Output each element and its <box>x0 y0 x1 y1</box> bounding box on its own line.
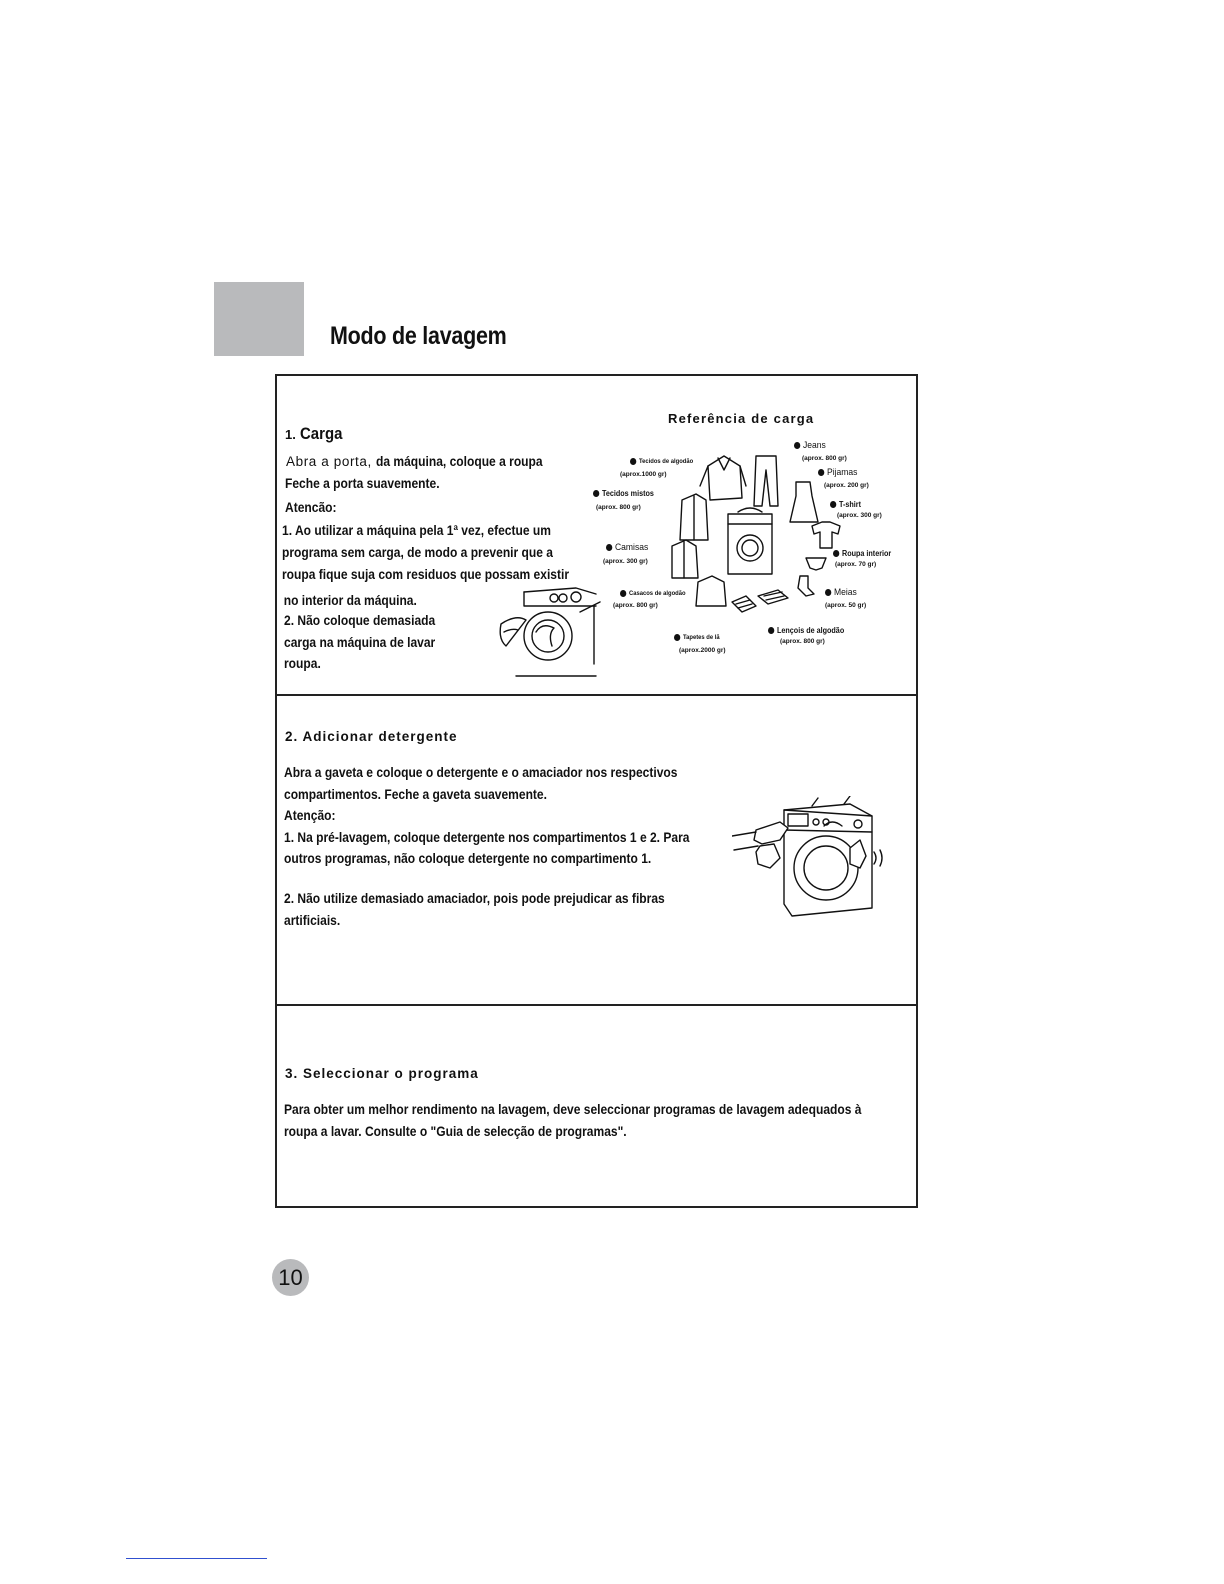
section1-line2: Feche a porta suavemente. <box>285 475 440 491</box>
load-item-lencois <box>768 626 853 645</box>
load-item-pijamas <box>818 467 869 489</box>
jeans-drawing <box>754 456 778 506</box>
page-title: Modo de lavagem <box>330 322 507 350</box>
bullet-icon <box>620 590 626 597</box>
section2-note2-line: artificiais. <box>284 911 341 928</box>
bullet-icon <box>818 469 824 476</box>
load-item-weight: (aprox. 300 gr) <box>837 512 882 519</box>
section3-line: Para obter um melhor rendimento na lavagem, deve seleccionar programas de lavagem adequados à <box>284 1101 862 1117</box>
section1-note1-line: 1. Ao utilizar a máquina pela 1ª vez, efectue um <box>282 522 551 538</box>
load-item-weight: (aprox. 800 gr) <box>613 602 658 610</box>
load-item-tecidos-algodao <box>620 458 700 479</box>
section1-note1-line: roupa fique suja com residuos que possam existir <box>282 566 570 582</box>
load-item-tecidos-mistos <box>593 489 661 511</box>
load-item-meias <box>825 587 866 609</box>
section1-line1-bold: da máquina, coloque a roupa <box>376 453 543 469</box>
bullet-icon <box>830 501 836 508</box>
section3-line: roupa a lavar. Consulte o "Guia de selecção de programas". <box>284 1122 627 1139</box>
load-item-name: Tecidos mistos <box>602 489 654 498</box>
page-number: 10 <box>272 1259 309 1296</box>
section3-title: 3. Seleccionar o programa <box>285 1066 479 1081</box>
tshirt-drawing <box>812 522 840 548</box>
section-divider-2 <box>275 1004 918 1006</box>
section2-title: 2. Adicionar detergente <box>285 729 458 744</box>
load-reference-title: Referência de carga <box>668 411 815 426</box>
load-item-tapetes <box>674 634 726 654</box>
bullet-icon <box>768 627 774 634</box>
section1-note2-line: carga na máquina de lavar <box>284 633 436 650</box>
load-item-name: Casacos de algodão <box>629 590 686 598</box>
detergent-drawer-illustration <box>732 796 888 920</box>
bullet-icon <box>833 550 839 557</box>
bullet-icon <box>825 589 831 596</box>
section2-note2 <box>284 888 665 931</box>
footer-link-underline <box>126 1558 267 1559</box>
load-item-name: Roupa interior <box>842 549 892 558</box>
section3-body <box>284 1099 861 1142</box>
load-item-name: Lençois de algodão <box>777 626 845 635</box>
section1-note2-line: 2. Não coloque demasiada <box>284 612 436 628</box>
section-divider-1 <box>275 694 918 696</box>
washing-machine-door-illustration <box>496 584 602 680</box>
section2-line: Abra a gaveta e coloque o detergente e o amaciador nos respectivos <box>284 764 678 780</box>
load-item-weight: (aprox. 200 gr) <box>824 482 869 489</box>
load-item-weight: (aprox. 800 gr) <box>596 504 641 511</box>
load-item-weight: (aprox. 800 gr) <box>780 638 825 645</box>
load-item-jeans <box>794 440 847 462</box>
section1-number: 1. <box>285 427 296 442</box>
wool-rug-drawing <box>732 596 756 612</box>
section2-line: Atenção: <box>284 807 336 823</box>
section2-line: outros programas, não coloque detergente no compartimento 1. <box>284 850 652 866</box>
load-item-name: Jeans <box>803 440 826 451</box>
bullet-icon <box>630 458 636 465</box>
bullet-icon <box>674 634 680 641</box>
header-gray-tab <box>214 282 304 356</box>
load-item-weight: (aprox. 300 gr) <box>603 558 648 565</box>
load-item-weight: (aprox. 70 gr) <box>835 561 877 568</box>
load-item-name: Camisas <box>615 542 649 553</box>
pyjamas-drawing <box>790 482 818 522</box>
load-item-weight: (aprox. 800 gr) <box>802 455 847 462</box>
bullet-icon <box>593 490 599 497</box>
load-item-name: Tapetes de lã <box>683 634 720 642</box>
load-item-name: Pijamas <box>827 467 858 478</box>
section1-note2-line: roupa. <box>284 655 321 671</box>
load-item-name: Tecidos de algodão <box>639 458 694 466</box>
section1-note2 <box>284 610 435 675</box>
section1-line1 <box>286 451 570 472</box>
section2-line: 1. Na pré-lavagem, coloque detergente nos compartimentos 1 e 2. Para <box>284 828 690 845</box>
cotton-fabric-shirt-drawing <box>700 456 746 500</box>
load-item-weight: (aprox. 50 gr) <box>825 602 867 609</box>
shirt-drawing <box>672 540 698 578</box>
load-item-casacos <box>613 590 693 610</box>
central-washing-machine-drawing <box>728 508 772 574</box>
section1-line1-light: Abra a porta, <box>286 454 372 469</box>
bullet-icon <box>794 442 800 449</box>
cotton-coat-drawing <box>696 576 726 606</box>
section2-line: compartimentos. Feche a gaveta suavemente. <box>284 785 547 802</box>
mixed-fabrics-jacket-drawing <box>680 494 708 540</box>
section2-body <box>284 762 689 870</box>
load-item-name: Meias <box>834 587 857 598</box>
load-item-tshirt <box>830 500 882 519</box>
section1-note1-line: programa sem carga, de modo a prevenir que a <box>282 544 553 560</box>
load-item-weight: (aprox.2000 gr) <box>679 647 726 655</box>
load-item-camisas <box>603 542 653 565</box>
load-item-roupa-interior <box>833 549 898 568</box>
section1-note1-line: no interior da máquina. <box>283 592 417 608</box>
section1-title: Carga <box>300 424 343 443</box>
section1-heading <box>285 424 348 444</box>
cotton-sheets-drawing <box>758 590 788 604</box>
load-item-weight: (aprox.1000 gr) <box>620 471 667 479</box>
socks-drawing <box>798 576 814 596</box>
section1-attention: Atencão: <box>285 499 337 515</box>
section2-note2-line: 2. Não utilize demasiado amaciador, pois pode prejudicar as fibras <box>284 890 665 906</box>
underwear-drawing <box>806 558 826 570</box>
bullet-icon <box>606 544 612 551</box>
load-item-name: T-shirt <box>839 500 862 509</box>
